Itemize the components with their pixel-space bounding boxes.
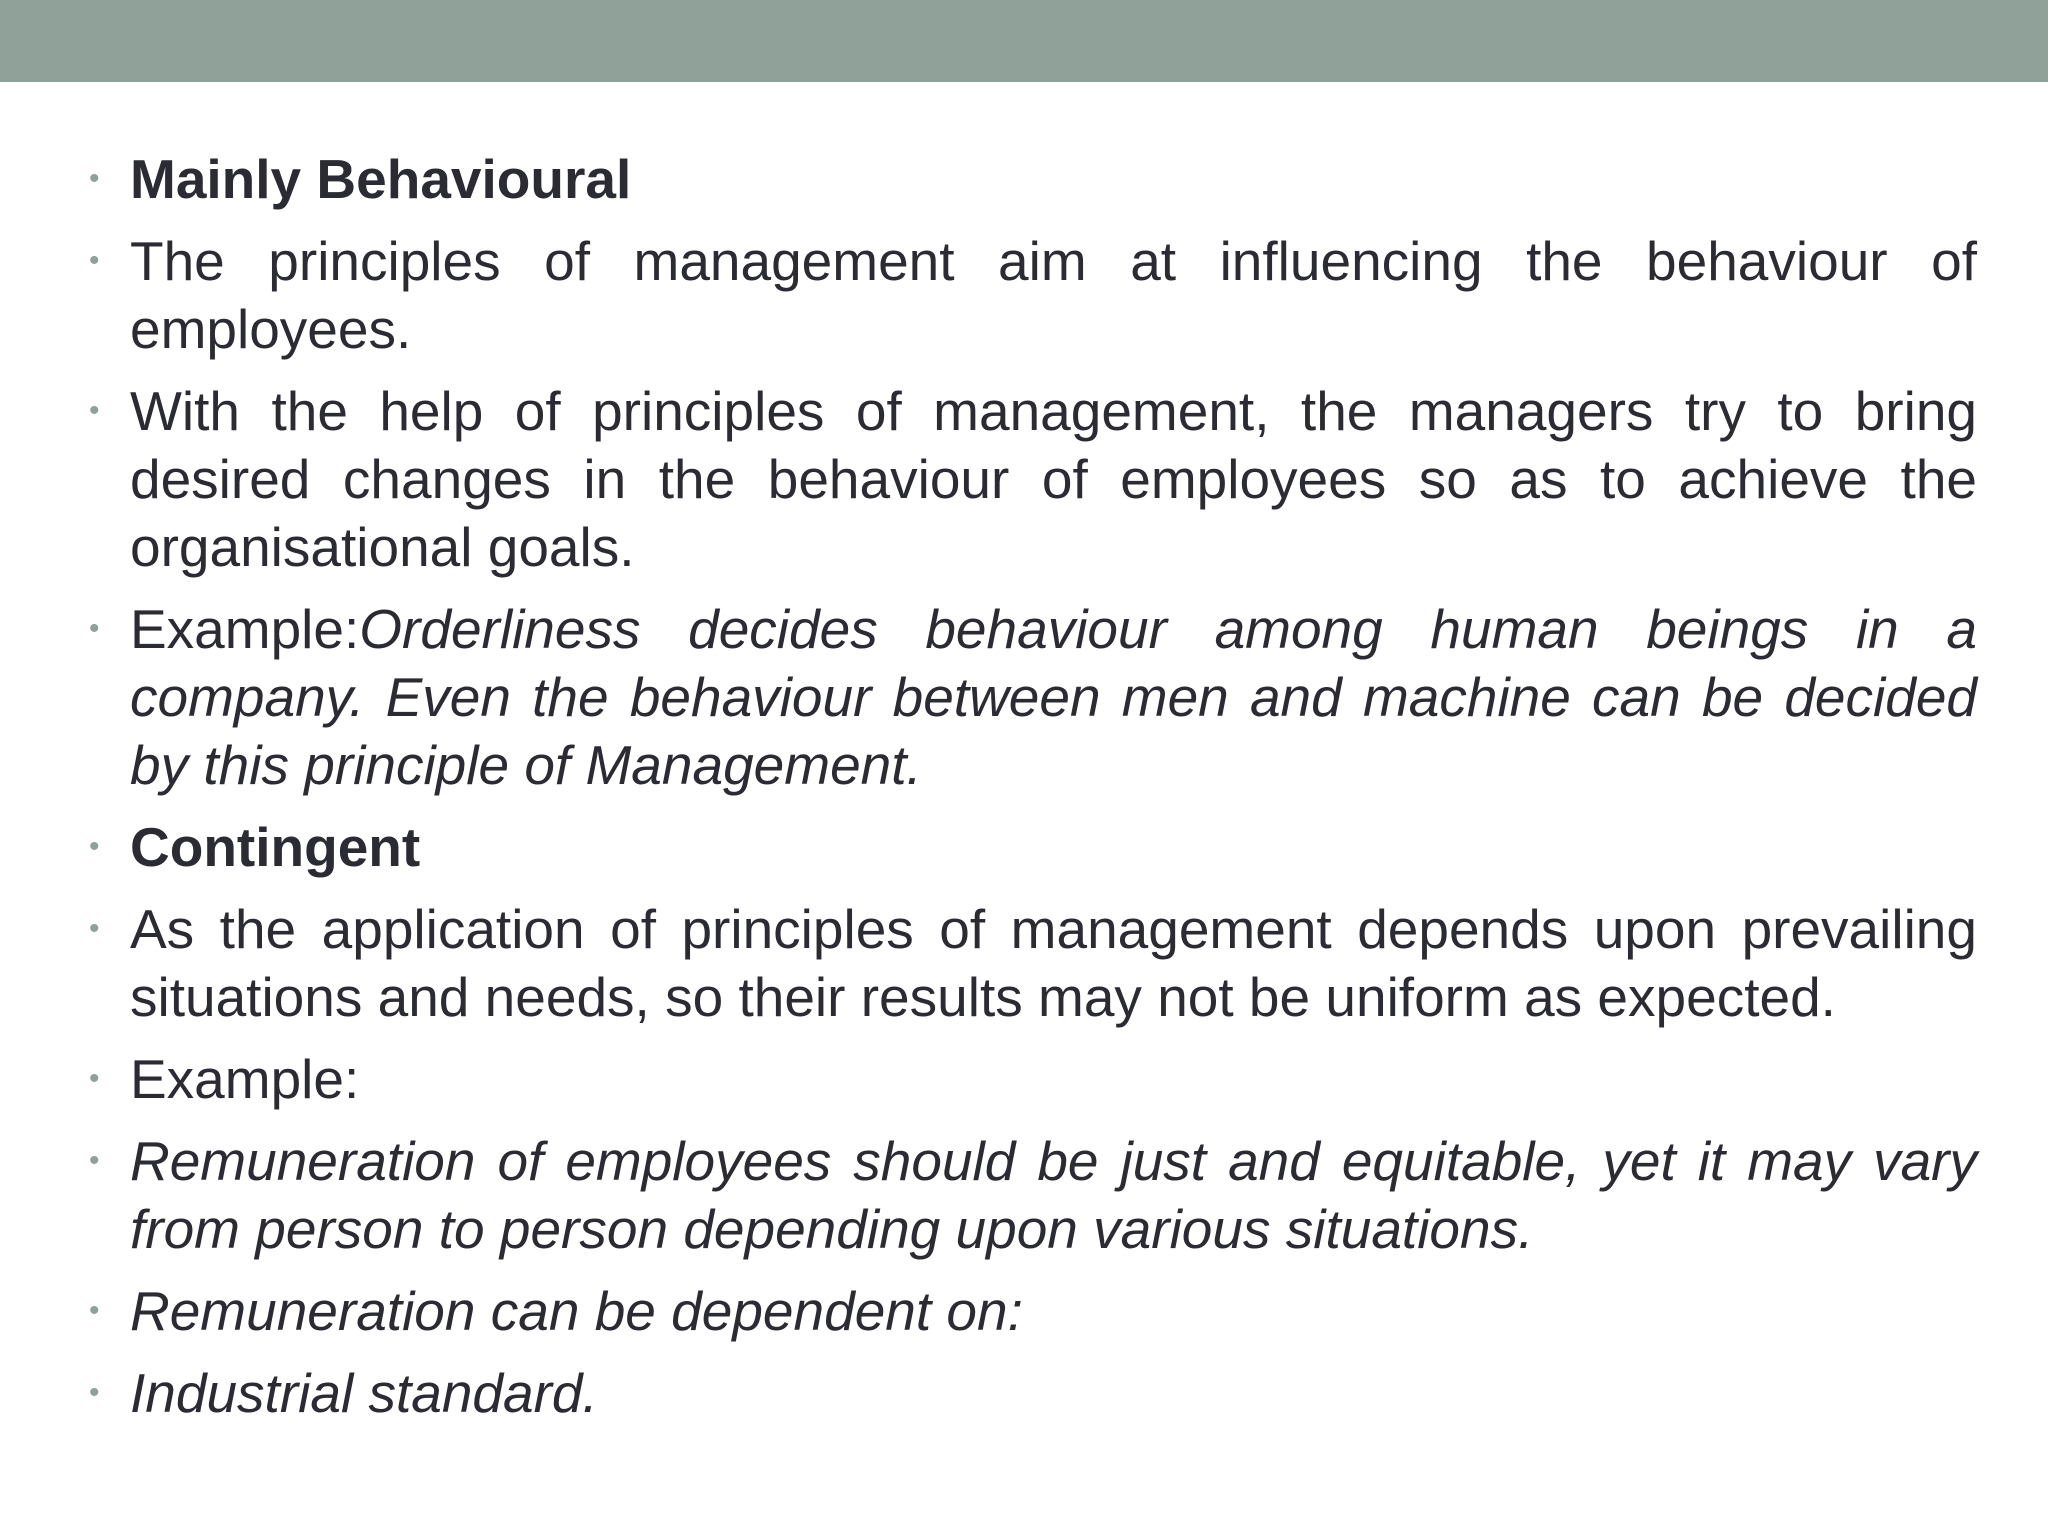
bullet-item <box>84 1277 1977 1345</box>
bullet-text: Example: <box>130 1048 360 1110</box>
bullet-icon: • <box>89 1144 100 1177</box>
bullet-icon: • <box>89 162 100 195</box>
bullet-list <box>84 145 1977 1427</box>
heading-text: Mainly Behavioural <box>130 148 632 210</box>
bullet-text: The principles of management aim at influencing the behaviour of employees. <box>130 230 1977 360</box>
example-label: Example: <box>130 598 360 660</box>
bullet-item <box>84 1127 1977 1263</box>
bullet-icon: • <box>89 1376 100 1409</box>
slide-content <box>84 145 1977 1441</box>
bullet-item <box>84 1359 1977 1427</box>
bullet-item <box>84 377 1977 581</box>
bullet-icon: • <box>89 244 100 277</box>
bullet-item <box>84 1045 1977 1113</box>
bullet-text: With the help of principles of management, the managers try to bring desired changes in the behaviour of employees so as to achieve the organisational goals. <box>130 380 1977 578</box>
bullet-text: Remuneration of employees should be just and equitable, yet it may vary from person to person depending upon various situations. <box>130 1130 1977 1260</box>
heading-text: Contingent <box>130 816 421 878</box>
bullet-icon: • <box>89 1062 100 1095</box>
bullet-text: Industrial standard. <box>130 1362 598 1424</box>
bullet-example-orderliness <box>84 595 1977 799</box>
bullet-item <box>84 227 1977 363</box>
bullet-icon: • <box>89 612 100 645</box>
bullet-heading-contingent <box>84 813 1977 881</box>
bullet-icon: • <box>89 830 100 863</box>
bullet-heading-mainly-behavioural <box>84 145 1977 213</box>
bullet-icon: • <box>89 1294 100 1327</box>
bullet-item <box>84 895 1977 1031</box>
slide-header-bar <box>0 0 2048 82</box>
bullet-text: Remuneration can be dependent on: <box>130 1280 1023 1342</box>
example-text: Orderliness decides behaviour among human beings in a company. Even the behaviour between men and machine can be decided by this principle of Management. <box>130 598 1977 796</box>
bullet-icon: • <box>89 912 100 945</box>
bullet-text: As the application of principles of management depends upon prevailing situations and needs, so their results may not be uniform as expected. <box>130 898 1977 1028</box>
bullet-icon: • <box>89 394 100 427</box>
